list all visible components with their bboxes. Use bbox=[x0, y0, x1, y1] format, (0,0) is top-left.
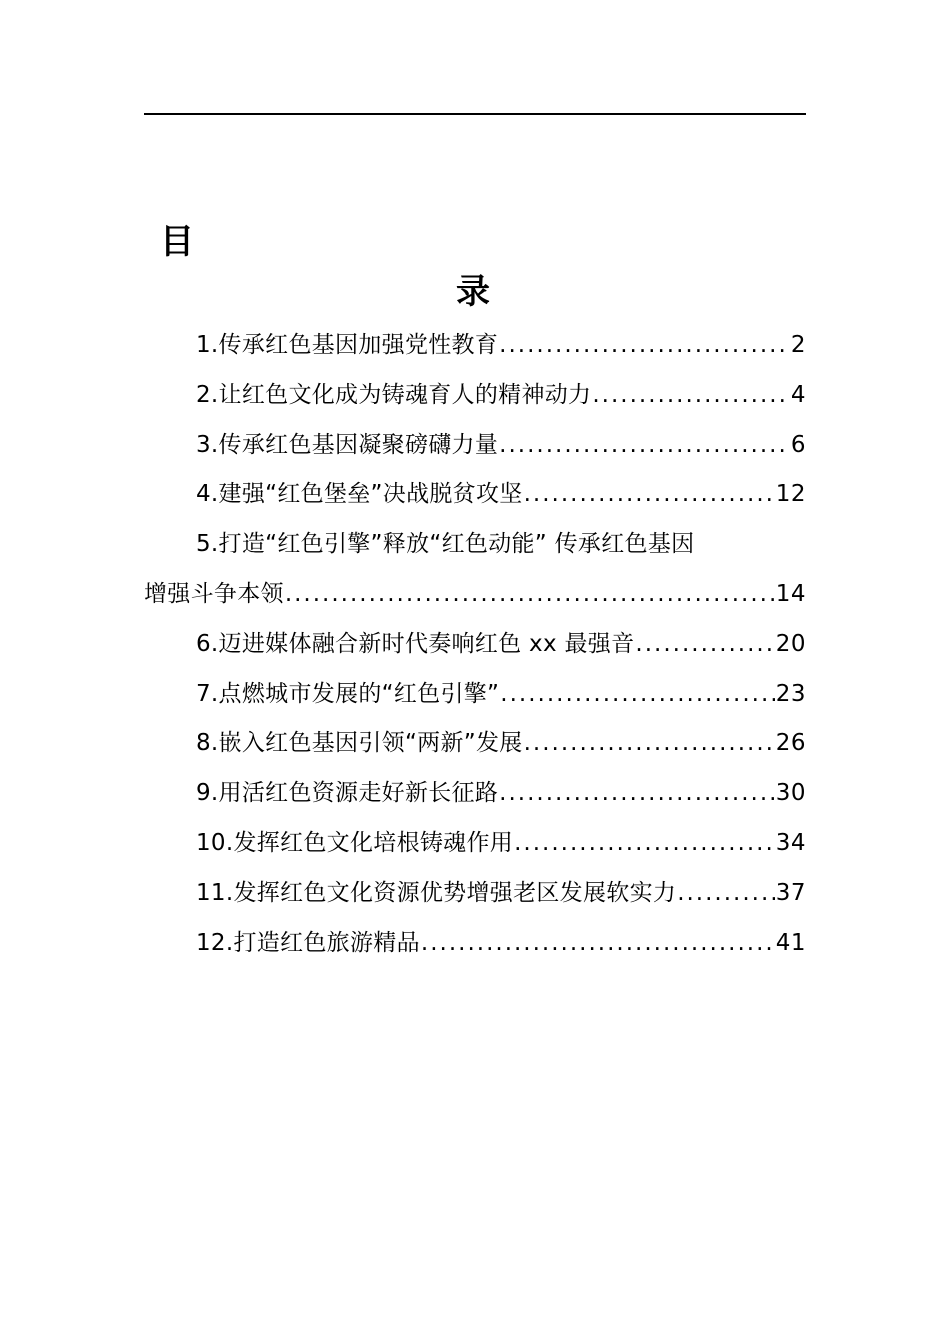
toc-entry-label: 9.用活红色资源走好新长征路 bbox=[196, 780, 499, 807]
toc-entry-label: 8.嵌入红色基因引领“两新”发展 bbox=[196, 730, 523, 757]
toc-entry-5-continued[interactable] bbox=[144, 570, 806, 620]
toc-title-part1: 目 bbox=[160, 222, 194, 262]
toc-entry-page: 37 bbox=[775, 879, 806, 906]
toc-entry-page: 6 bbox=[790, 431, 806, 458]
toc-entry-3[interactable] bbox=[144, 421, 806, 471]
dot-leader bbox=[524, 719, 775, 769]
toc-entry-label: 1.传承红色基因加强党性教育 bbox=[196, 332, 499, 358]
toc-entry-8[interactable] bbox=[144, 719, 806, 769]
toc-entry-page: 23 bbox=[775, 680, 806, 707]
dot-leader bbox=[500, 670, 774, 720]
toc-entry-label: 12.打造红色旅游精品 bbox=[196, 929, 420, 956]
toc-entry-6[interactable] bbox=[144, 620, 806, 670]
dot-leader bbox=[524, 470, 775, 520]
toc-entry-11[interactable] bbox=[144, 869, 806, 919]
dot-leader bbox=[592, 371, 790, 421]
dot-leader bbox=[285, 570, 775, 620]
toc-entry-page: 4 bbox=[790, 381, 806, 408]
toc-entry-label: 5.打造“红色引擎”释放“红色动能” 传承红色基因 bbox=[196, 531, 695, 558]
toc-entry-7[interactable] bbox=[144, 670, 806, 720]
dot-leader bbox=[514, 819, 775, 869]
toc-entry-page: 20 bbox=[775, 630, 806, 657]
toc-entry-label: 3.传承红色基因凝聚磅礴力量 bbox=[196, 431, 499, 458]
toc-entry-label: 4.建强“红色堡垒”决战脱贫攻坚 bbox=[196, 481, 523, 508]
toc-entry-label: 6.迈进媒体融合新时代奏响红色 xx 最强音 bbox=[196, 630, 635, 657]
dot-leader bbox=[499, 321, 790, 371]
dot-leader bbox=[635, 620, 774, 670]
table-of-contents bbox=[144, 321, 806, 968]
toc-entry-page: 26 bbox=[775, 730, 806, 757]
dot-leader bbox=[499, 769, 775, 819]
toc-entry-label-continued: 增强斗争本领 bbox=[144, 580, 284, 607]
header-rule bbox=[144, 113, 806, 115]
toc-entry-9[interactable] bbox=[144, 769, 806, 819]
toc-entry-page: 30 bbox=[775, 780, 806, 807]
toc-entry-page: 14 bbox=[775, 580, 806, 607]
toc-entry-10[interactable] bbox=[144, 819, 806, 869]
dot-leader bbox=[421, 919, 775, 969]
toc-entry-label: 7.点燃城市发展的“红色引擎” bbox=[196, 680, 500, 707]
toc-entry-label: 10.发挥红色文化培根铸魂作用 bbox=[196, 829, 514, 856]
toc-entry-4[interactable] bbox=[144, 470, 806, 520]
toc-entry-12[interactable] bbox=[144, 919, 806, 969]
toc-entry-5[interactable] bbox=[144, 520, 806, 570]
dot-leader bbox=[677, 869, 775, 919]
toc-entry-1[interactable] bbox=[144, 321, 806, 371]
toc-entry-page: 41 bbox=[775, 929, 806, 956]
toc-entry-label: 2.让红色文化成为铸魂育人的精神动力 bbox=[196, 381, 592, 408]
toc-entry-2[interactable] bbox=[144, 371, 806, 421]
toc-title-part2: 录 bbox=[456, 272, 490, 312]
toc-entry-page: 12 bbox=[775, 481, 806, 508]
toc-entry-label: 11.发挥红色文化资源优势增强老区发展软实力 bbox=[196, 879, 677, 906]
toc-entry-page: 2 bbox=[790, 332, 806, 358]
dot-leader bbox=[499, 421, 790, 471]
toc-entry-page: 34 bbox=[775, 829, 806, 856]
